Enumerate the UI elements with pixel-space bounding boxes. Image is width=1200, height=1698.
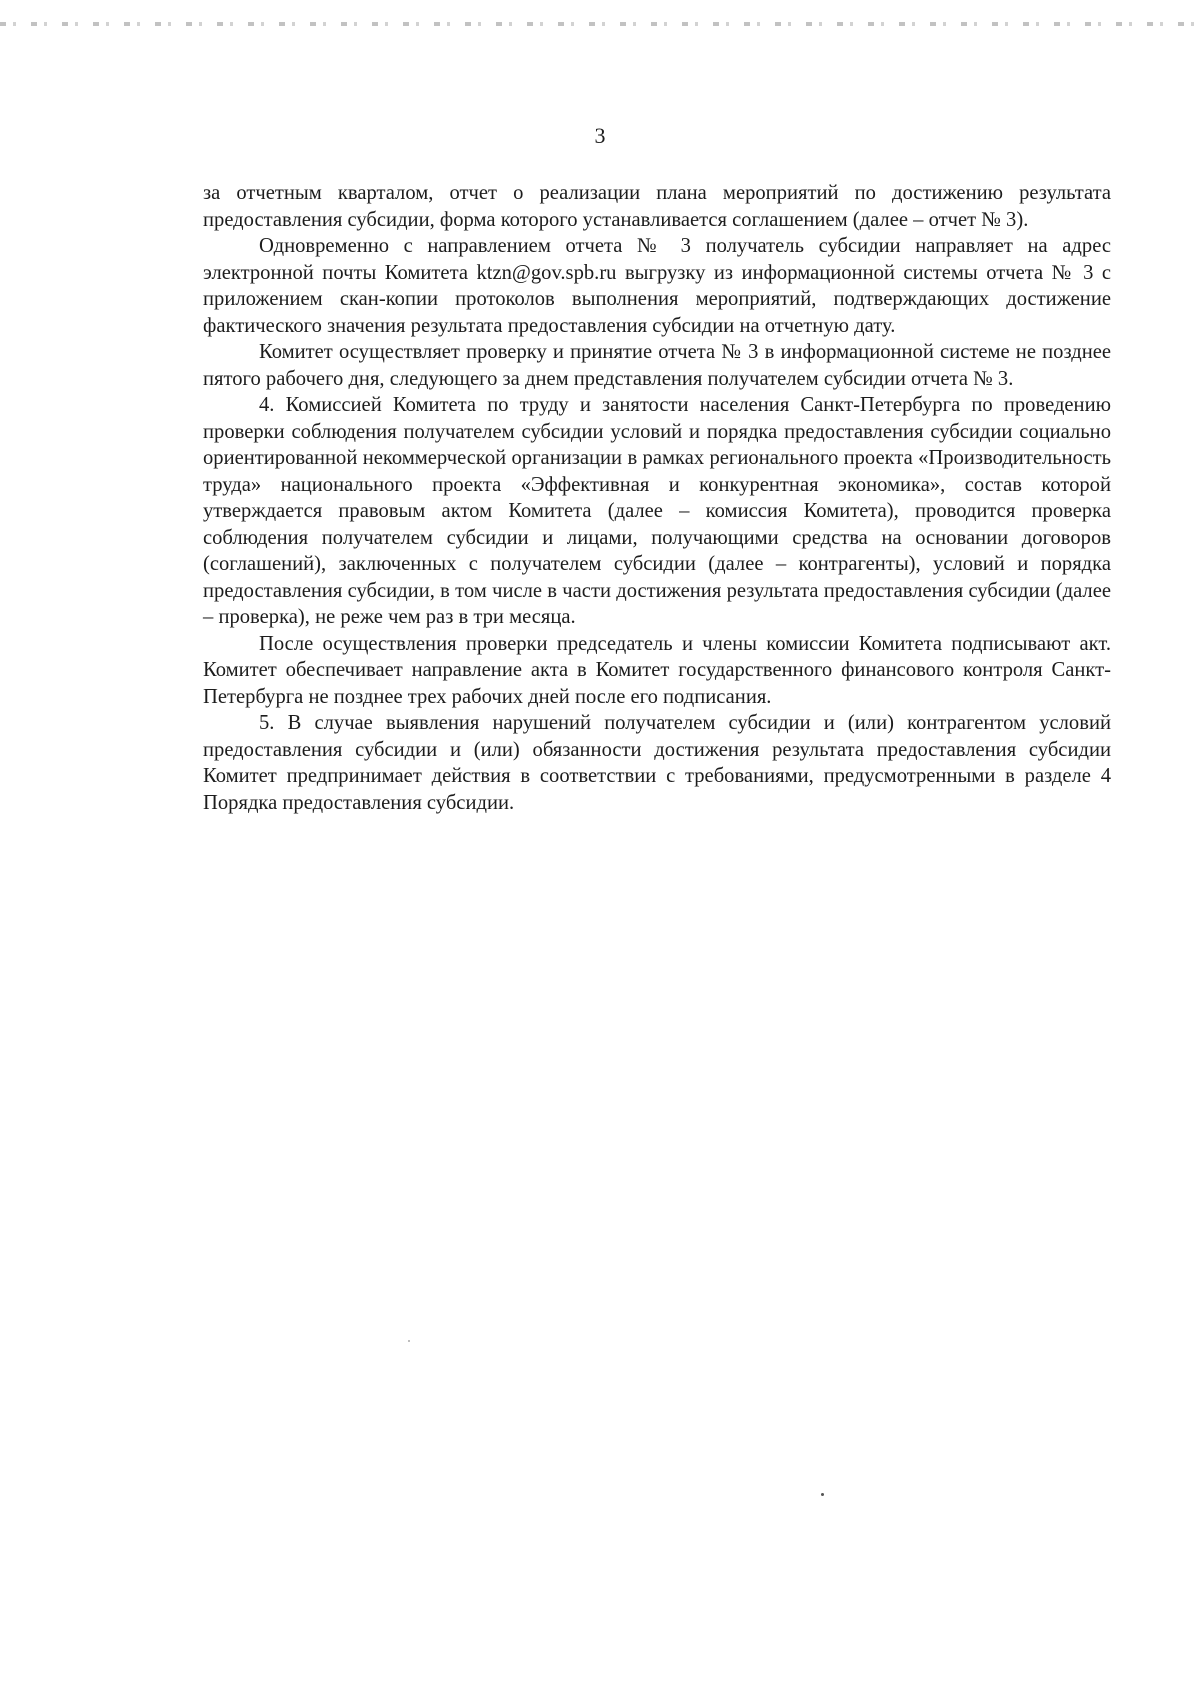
page-number: 3 <box>594 123 606 148</box>
paragraph-item-5-violations: 5. В случае выявления нарушений получателем субсидии и (или) контрагентом условий предоставления субсидии и (или) обязанности достижения результата предоставления субсидии Комитет предпринимает действия в соответствии с требованиями, предусмотренными в разделе 4 Порядка предоставления субсидии. <box>203 712 1111 814</box>
paragraph-report-3-continuation: за отчетным кварталом, отчет о реализации плана мероприятий по достижению результата предоставления субсидии, форма которого устанавливается соглашением (далее – отчет № 3). <box>203 182 1111 231</box>
paragraph-item-4-commission-check: 4. Комиссией Комитета по труду и занятости населения Санкт-Петербурга по проведению проверки соблюдения получателем субсидии условий и порядка предоставления субсидии социально ориентированной некоммерческой организации в рамках регионального проекта «Производительность труда» национального проекта «Эффективная и конкурентная экономика», состав которой утверждается правовым актом Комитета (далее – комиссия Комитета), проводится проверка соблюдения получателем субсидии и лицами, получающими средства на основании договоров (соглашений), заключенных с получателем субсидии (далее – контрагенты), условий и порядка предоставления субсидии, в том числе в части достижения результата предоставления субсидии (далее – проверка), не реже чем раз в три месяца. <box>203 394 1111 628</box>
paragraph-report-3-email: Одновременно с направлением отчета № 3 получатель субсидии направляет на адрес электронной почты Комитета ktzn@gov.spb.ru выгрузку из информационной системы отчета № 3 с приложением скан-копии протоколов выполнения мероприятий, подтверждающих достижение фактического значения результата предоставления субсидии на отчетную дату. <box>203 235 1111 337</box>
scan-speck <box>821 1493 824 1496</box>
scan-edge-artifact <box>0 22 1200 26</box>
paragraph-report-3-verification: Комитет осуществляет проверку и принятие отчета № 3 в информационной системе не позднее пятого рабочего дня, следующего за днем представления получателем субсидии отчета № 3. <box>203 341 1111 390</box>
scan-speck <box>408 1340 410 1342</box>
document-body <box>203 180 1111 816</box>
paragraph-inspection-act: После осуществления проверки председатель и члены комиссии Комитета подписывают акт. Комитет обеспечивает направление акта в Комитет государственного финансового контроля Санкт-Петербурга не позднее трех рабочих дней после его подписания. <box>203 632 1111 708</box>
